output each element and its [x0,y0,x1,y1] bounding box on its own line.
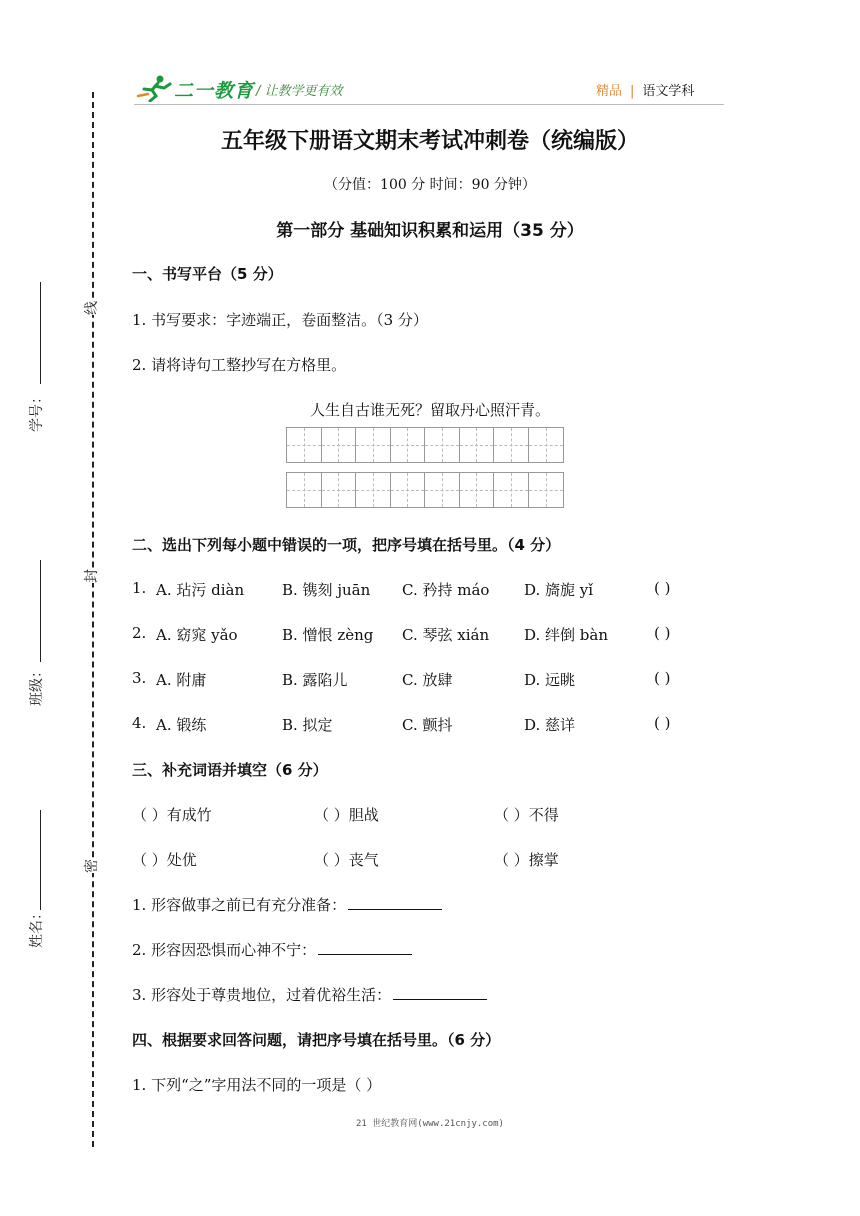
section-1-title: 一、书写平台（5 分） [132,265,283,283]
section-3-q2 [132,939,412,960]
grid-cell[interactable] [529,428,564,462]
answer-blank[interactable] [348,895,442,910]
grid-cell[interactable] [322,473,357,507]
student-id-line [40,282,41,384]
grid-cell[interactable] [460,473,495,507]
idiom-blank[interactable]: （ ）不得 [494,806,559,824]
section-2-title: 二、选出下列每小题中错误的一项，把序号填在括号里。（4 分） [132,536,561,554]
header-rule [134,104,724,105]
option-b: B. 露陷儿 [282,671,348,689]
binding-char-feng: 封 [79,569,103,583]
section-4-title: 四、根据要求回答问题，请把序号填在括号里。（6 分） [132,1031,501,1049]
binding-char-mi: 密 [79,859,103,873]
option-c: C. 琴弦 xián [402,626,490,644]
question-number: 2. [132,624,147,642]
section-4-q1: 1. 下列“之”字用法不同的一项是（ ） [132,1076,382,1094]
binding-char-xian: 线 [79,301,103,315]
option-b: B. 镌刻 juān [282,581,371,599]
idiom-blank[interactable]: （ ）处优 [132,851,197,869]
slogan: / 让教学更有效 [256,84,343,99]
name-label: 姓名： [29,906,45,948]
grid-cell[interactable] [356,428,391,462]
class-line [40,560,41,662]
grid-cell[interactable] [460,428,495,462]
header-subject [596,80,694,99]
exam-subtitle: （分值：100 分 时间：90 分钟） [324,177,536,193]
header-separator: | [630,84,635,99]
grid-cell[interactable] [494,428,529,462]
grid-cell[interactable] [356,473,391,507]
section-3-q2-text: 2. 形容因恐惧而心神不宁： [132,941,317,959]
name-line [40,810,41,910]
binding-line [92,92,94,1147]
answer-parens[interactable]: ( ) [654,669,671,687]
logo-text: 二一教育 [174,80,255,102]
question-number: 1. [132,579,147,597]
option-d: D. 远眺 [524,671,576,689]
option-c: C. 放肆 [402,671,453,689]
option-d: D. 绊倒 bàn [524,626,609,644]
section-1-q1: 1. 书写要求：字迹端正，卷面整洁。（3 分） [132,311,428,329]
grid-cell[interactable] [287,473,322,507]
quality-tag: 精品 [596,84,623,99]
answer-parens[interactable]: ( ) [654,579,671,597]
section-3-q1-text: 1. 形容做事之前已有充分准备： [132,896,347,914]
option-d: D. 慈详 [524,716,576,734]
grid-cell[interactable] [494,473,529,507]
grid-cell[interactable] [287,428,322,462]
option-d: D. 旖旎 yǐ [524,581,594,599]
footer-source: 21 世纪教育网(www.21cnjy.com) [356,1119,504,1129]
option-c: C. 矜持 máo [402,581,490,599]
answer-blank[interactable] [393,985,487,1000]
section-3-title: 三、补充词语并填空（6 分） [132,761,328,779]
question-number: 3. [132,669,147,687]
idiom-blank[interactable]: （ ）擦掌 [494,851,559,869]
runner-logo-icon [136,74,176,102]
option-a: A. 锻练 [156,716,207,734]
poem-line: 人生自古谁无死？留取丹心照汗青。 [309,401,550,419]
answer-parens[interactable]: ( ) [654,624,671,642]
subject-label: 语文学科 [642,84,695,99]
student-id-label: 学号： [29,390,45,432]
section-3-q3-text: 3. 形容处于尊贵地位，过着优裕生活： [132,986,392,1004]
grid-cell[interactable] [529,473,564,507]
option-a: A. 窈窕 yǎo [156,626,238,644]
section-1-q2: 2. 请将诗句工整抄写在方格里。 [132,356,347,374]
part-one-title: 第一部分 基础知识积累和运用（35 分） [276,221,584,241]
option-a: A. 玷污 diàn [156,581,245,599]
option-a: A. 附庸 [156,671,207,689]
grid-cell[interactable] [391,428,426,462]
class-label: 班级： [29,664,45,706]
answer-blank[interactable] [318,940,412,955]
idiom-blank[interactable]: （ ）有成竹 [132,806,212,824]
section-3-q3 [132,984,487,1005]
grid-cell[interactable] [322,428,357,462]
idiom-blank[interactable]: （ ）胆战 [314,806,379,824]
grid-cell[interactable] [425,428,460,462]
writing-grid-row-2[interactable] [286,472,564,508]
exam-title: 五年级下册语文期末考试冲刺卷（统编版） [220,129,639,154]
answer-parens[interactable]: ( ) [654,714,671,732]
grid-cell[interactable] [391,473,426,507]
option-b: B. 拟定 [282,716,333,734]
idiom-blank[interactable]: （ ）丧气 [314,851,379,869]
section-3-q1 [132,894,442,915]
writing-grid-row-1[interactable] [286,427,564,463]
option-c: C. 颤抖 [402,716,453,734]
question-number: 4. [132,714,147,732]
option-b: B. 憎恨 zèng [282,626,374,644]
grid-cell[interactable] [425,473,460,507]
